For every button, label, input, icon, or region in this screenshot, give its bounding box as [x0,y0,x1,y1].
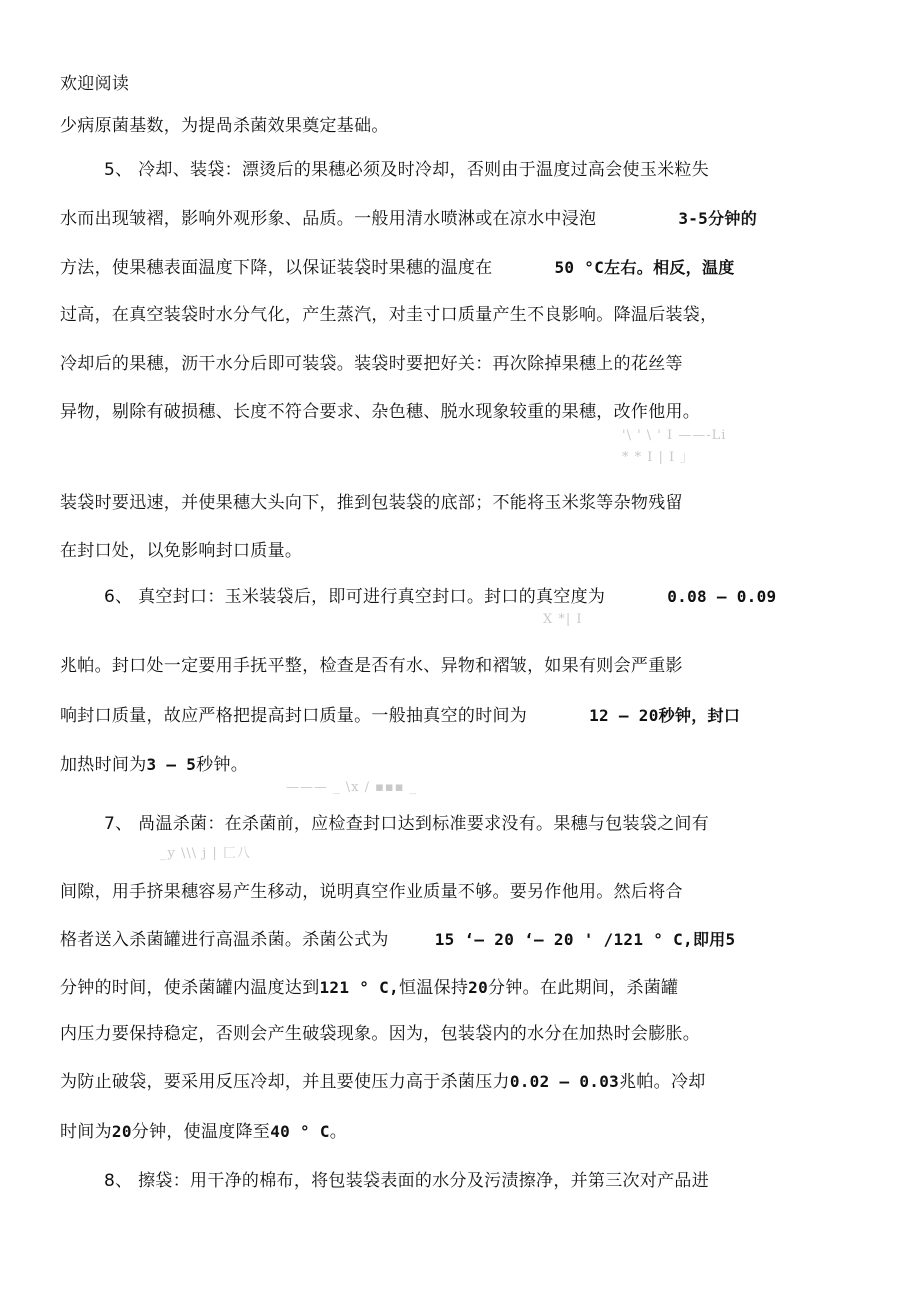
text-segment: 为防止破袋，要采用反压冷却，并且要使压力高于杀菌压力 [60,1072,510,1092]
number-segment: 15 ‘— 20 ‘— 20 ' /121 ° C,即用5 [434,930,736,949]
scan-artifact: '\ ' \ ' I ——-Li [622,428,727,443]
paragraph-line [60,753,248,777]
text-segment: 加热时间为 [60,755,147,775]
paragraph-line [60,1070,706,1094]
scan-artifact: * * I | I 」 [622,450,695,465]
paragraph-line: 内压力要保持稳定，否则会产生破袋现象。因为，包装袋内的水分在加热时会膨胀。 [60,1024,701,1044]
number-segment: 3 — 5 [146,755,197,774]
paragraph-line: 异物，剔除有破损穗、长度不符合要求、杂色穗、脱水现象较重的果穗，改作他用。 [60,402,701,422]
number-segment: 20 [111,1122,132,1141]
paragraph-line: 间隙，用手挤果穗容易产生移动，说明真空作业质量不够。要另作他用。然后将合 [60,882,683,902]
number-segment: 12 — 20秒钟，封口 [589,706,741,725]
paragraph-line [60,1120,347,1144]
number-segment: 121 ° C, [319,978,399,997]
text-segment: 响封口质量，故应严格把提高封口质量。一般抽真空的时间为 [60,706,528,726]
paragraph-line [60,256,735,280]
text-segment: 分钟，使温度降至 [131,1122,271,1142]
text-segment: 6、 真空封口：玉米装袋后，即可进行真空封口。封口的真空度为 [104,587,606,607]
text-segment: 方法，使果穗表面温度下降，以保证装袋时果穗的温度在 [60,258,493,278]
number-segment: 3-5分钟的 [678,209,758,228]
number-segment: 20 [468,978,489,997]
scan-artifact: _y \\\ j | 匚八 [160,846,251,861]
number-segment: 0.02 — 0.03 [509,1072,620,1091]
number-segment: 0.08 — 0.09 [667,587,777,606]
paragraph-line [104,585,776,609]
number-segment: 50 °C左右。相反，温度 [554,258,735,277]
paragraph-line: 7、 咼温杀菌：在杀菌前，应检查封口达到标准要求没有。果穗与包装袋之间有 [104,814,710,834]
paragraph-line: 少病原菌基数，为提咼杀菌效果奠定基础。 [60,116,389,136]
text-segment: 兆帕。冷却 [619,1072,706,1092]
paragraph-line: 装袋时要迅速，并使果穗大头向下，推到包装袋的底部；不能将玉米浆等杂物残留 [60,493,683,513]
paragraph-line: 兆帕。封口处一定要用手抚平整，检查是否有水、异物和褶皱，如果有则会严重影 [60,656,683,676]
paragraph-line [60,976,678,1000]
text-segment: 格者送入杀菌罐进行高温杀菌。杀菌公式为 [60,930,389,950]
scan-artifact: X *| I [543,612,583,627]
paragraph-line: 5、 冷却、装袋：漂烫后的果穗必须及时冷却，否则由于温度过高会使玉米粒失 [104,160,710,180]
text-segment: 水而出现皱褶，影响外观形象、品质。一般用清水喷淋或在凉水中浸泡 [60,209,597,229]
text-segment: 秒钟。 [196,755,249,775]
paragraph-line: 8、 擦袋：用干净的棉布，将包装袋表面的水分及污渍擦净，并第三次对产品进 [104,1171,710,1191]
text-segment: 分钟。在此期间，杀菌罐 [488,978,679,998]
paragraph-line: 在封口处，以免影响封口质量。 [60,541,303,561]
paragraph-line: 过高，在真空装袋时水分气化，产生蒸汽，对圭寸口质量产生不良影响。降温后装袋， [60,305,718,325]
number-segment: 40 ° C [270,1122,330,1141]
text-segment: 时间为 [60,1122,112,1142]
page-header: 欢迎阅读 [60,74,130,94]
scan-artifact: ——— _ \x / ▪▪▪ _ [286,780,418,795]
paragraph-line [60,207,757,231]
text-segment: 。 [329,1122,348,1142]
paragraph-line [60,928,736,952]
paragraph-line: 冷却后的果穗，沥干水分后即可装袋。装袋时要把好关：再次除掉果穗上的花丝等 [60,354,683,374]
text-segment: 分钟的时间，使杀菌罐内温度达到 [60,978,320,998]
text-segment: 恒温保持 [398,978,469,998]
paragraph-line [60,704,740,728]
